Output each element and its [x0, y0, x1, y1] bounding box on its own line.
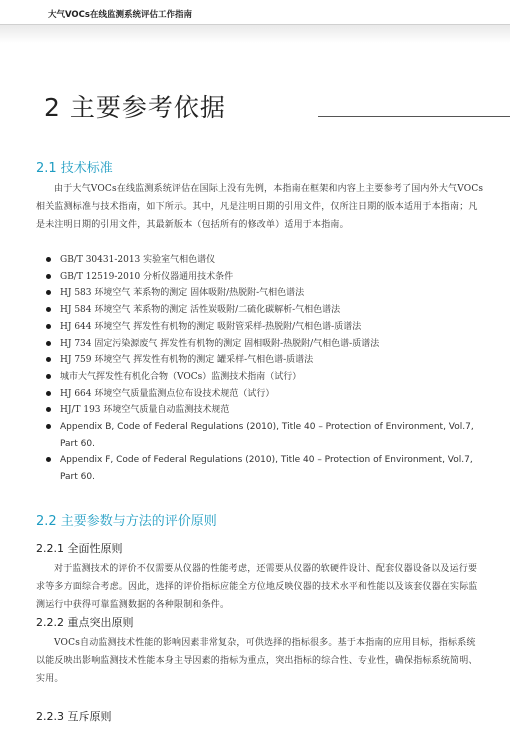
standards-list [46, 252, 486, 486]
bullet-icon [46, 407, 51, 412]
chapter-heading [44, 88, 484, 124]
bullet-icon [46, 424, 51, 429]
list-item: HJ/T 193 环境空气质量自动监测技术规范 [46, 402, 486, 419]
bullet-icon [46, 274, 51, 279]
list-item: HJ 584 环境空气 苯系物的测定 活性炭吸附/二硫化碳解析-气相色谱法 [46, 302, 486, 319]
bullet-icon [46, 374, 51, 379]
list-item: HJ 759 环境空气 挥发性有机物的测定 罐采样-气相色谱-质谱法 [46, 352, 486, 369]
list-item: GB/T 12519-2010 分析仪器通用技术条件 [46, 269, 486, 286]
chapter-rule [318, 116, 510, 117]
bullet-icon [46, 341, 51, 346]
bullet-icon [46, 457, 51, 462]
section-2-1-intro: 由于大气VOCs在线监测系统评估在国际上没有先例，本指南在框架和内容上主要参考了国内外大气VOCs相关监测标准与技术指南，如下所示。其中，凡是注明日期的引用文件，仅所注日期的版本适用于本指南；凡是未注明日期的引用文件，其最新版本（包括所有的修改单）适用于本指南。 [36, 184, 484, 230]
bullet-icon [46, 307, 51, 312]
bullet-icon [46, 324, 51, 329]
list-item: 城市大气挥发性有机化合物（VOCs）监测技术指南（试行） [46, 369, 486, 386]
list-item: HJ 734 固定污染源废气 挥发性有机物的测定 固相吸附-热脱附/气相色谱-质谱法 [46, 336, 486, 353]
header-band [0, 24, 510, 43]
list-item: HJ 583 环境空气 苯系物的测定 固体吸附/热脱附-气相色谱法 [46, 285, 486, 302]
subsection-2-2-2-text: VOCs自动监测技术性能的影响因素非常复杂，可供选择的指标很多。基于本指南的应用目标，指标系统以能反映出影响监测技术性能本身主导因素的指标为重点，突出指标的综合性、专业性，确保指标系统简明、实用。 [36, 638, 478, 684]
list-item: Appendix F, Code of Federal Regulations (2010), Title 40 – Protection of Environment, Vol.7, Part 60. [46, 452, 486, 485]
running-header: 大气VOCs在线监测系统评估工作指南 [48, 10, 192, 20]
list-item: HJ 644 环境空气 挥发性有机物的测定 吸附管采样-热脱附/气相色谱-质谱法 [46, 319, 486, 336]
subsection-heading-2-2-1: 2.2.1 全面性原则 [36, 542, 123, 555]
subsection-heading-2-2-2: 2.2.2 重点突出原则 [36, 616, 134, 629]
bullet-icon [46, 257, 51, 262]
subsection-2-2-1-text: 对于监测技术的评价不仅需要从仪器的性能考虑，还需要从仪器的软硬件设计、配套仪器设备以及运行要求等多方面综合考虑。因此，选择的评价指标应能全方位地反映仪器的技术水平和性能以及该套仪器在实际监测运行中获得可靠监测数据的各种限制和条件。 [36, 564, 478, 610]
list-item: HJ 664 环境空气质量监测点位布设技术规范（试行） [46, 386, 486, 403]
list-item: GB/T 30431-2013 实验室气相色谱仪 [46, 252, 486, 269]
bullet-icon [46, 357, 51, 362]
list-item: Appendix B, Code of Federal Regulations (2010), Title 40 – Protection of Environment, Vol.7, Part 60. [46, 419, 486, 452]
chapter-title: 2 主要参考依据 [44, 93, 226, 122]
section-heading-2-1: 2.1 技术标准 [36, 161, 113, 176]
bullet-icon [46, 290, 51, 295]
bullet-icon [46, 391, 51, 396]
subsection-heading-2-2-3: 2.2.3 互斥原则 [36, 710, 112, 723]
section-heading-2-2: 2.2 主要参数与方法的评价原则 [36, 514, 217, 529]
